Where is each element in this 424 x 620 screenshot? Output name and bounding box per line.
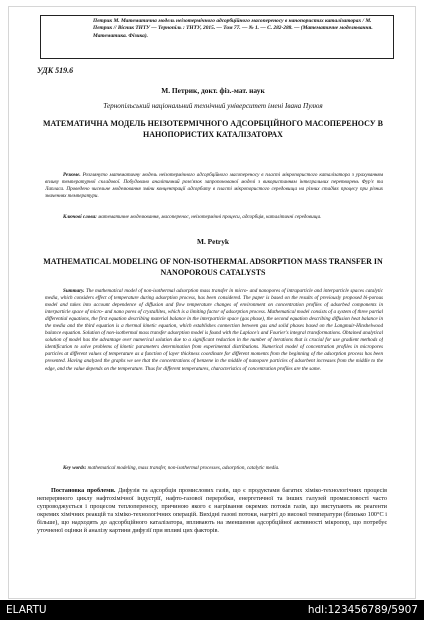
author-ua: М. Петрик, докт. фіз.-мат. наук bbox=[161, 86, 265, 95]
footer-left-label: ELARTU bbox=[6, 604, 47, 616]
keywords-ua bbox=[45, 214, 383, 229]
paper-page bbox=[8, 6, 416, 599]
body-text: Дифузія та адсорбція промислових газів, що є продуктами багатих хіміко-технологічних процесів неперервного циклу нафтохімічної індустрії, нафто-газової переробки, енергетичної та інших галузей промисловості часто супроводжується і процесом теплопереносу, причиною якого є нагрівання окремих потоків газів, що виступають як реагенти окремих хімічних реакцій та хіміко-технологічних операцій. Вихідні газові потоки, нагріті до високої температури (близько 100°С і більше), що надходять до адсорбційного каталізатора, впливають на зменшення адсорбційної активності мікропор, що потребує уточненої оцінки й аналізу картини дифузії при впливі цих факторів. bbox=[37, 487, 387, 535]
abstract-ua bbox=[45, 172, 383, 207]
repository-footer bbox=[0, 600, 424, 620]
title-ua: МАТЕМАТИЧНА МОДЕЛЬ НЕІЗОТЕРМІЧНОГО АДСОРБЦІЙНОГО МАСОПЕРЕНОСУ В НАНОПОРИСТИХ КАТАЛІЗАТОРАХ bbox=[42, 119, 384, 139]
udk-code: УДК 519.6 bbox=[37, 66, 74, 75]
citation-text: Петрик М. Математична модель неізотермічного адсорбційного масопереносу в нанопористих каталізаторах / М. Петрик // Вісник ТНТУ — Тернопіль : ТНТУ, 2015. — Том 77. — № 1. — С. 282-288. — (Математичне моделювання. Математика. Фізика). bbox=[93, 18, 373, 39]
keywords-en-label: Key words: bbox=[63, 465, 87, 471]
summary-en bbox=[45, 288, 383, 465]
footer-handle: hdl:123456789/5907 bbox=[307, 604, 418, 616]
body-lead: Постановка проблеми. bbox=[51, 487, 116, 494]
author-en: M. Petryk bbox=[196, 237, 229, 246]
summary-en-label: Summary. bbox=[63, 288, 85, 294]
body-paragraph bbox=[37, 487, 387, 587]
abstract-ua-label: Резюме. bbox=[63, 172, 81, 178]
abstract-ua-text: Розглянуто математичну модель неізотермічного адсорбційного масопереносу в пласті мікропористого каталізатора з урахуванням впливу температурної складової. Побудовано аналітичний розв'язок запропонованої моделі з використанням інтегральних перетворень Фур'є та Лапласа. Проведено чисельне моделювання зміни концентрації адсорбату в пласті мікропористого середовища на різних стадіях процесу при різних значеннях температури. bbox=[45, 172, 383, 200]
title-en: MATHEMATICAL MODELING OF NON-ISOTHERMAL ADSORPTION MASS TRANSFER IN NANOPOROUS CATALYSTS bbox=[43, 257, 383, 277]
keywords-en bbox=[45, 465, 383, 479]
keywords-ua-label: Ключові слова: bbox=[63, 214, 97, 220]
citation-box bbox=[40, 15, 394, 59]
summary-en-text: The mathematical model of non-isothermal adsorption mass transfer in micro- and nanopores of intraparticle and interparticle spaces catalytic media, which considers effect of temperature during adsorption process, has been considered. The paper is based on the results of previously proposed bi-porous model and takes into account dependence of diffusion and flow temperature changes of environment on concentration profiles of adsorbed components in interparticle space of micro- and nano pores of crystallites, which is a limiting factor of adsorption process. Mathematical model consists of a system of three partial differential equations, the first equation describing material balance in the interparticle space (gas phase), the second equation describing diffusion heat balance in the media and the third equation is a thermal kinetic equation, which establishes connection between gas and solid phases based on the Langmuir-Hinshelwood balance equation. Solution of non-isothermal mass transfer adsorption model is found with the Laplace's and Fourier's integral transformations. Obtained analytical solution of model has the advantage over numerical solution due to a significant reduction in the number of iterations that is crucial for use gradient methods of identification to solve problems of kinetic parameters determination from experimental distributions. Numerical model of concentration profiles in micropores particles at different values of temperature as a function of layer thickness coordinate for different moments from the beginning of the adsorption process has been presented. Having analyzed the graphs we see that the concentrations of benzene in the middle of nanopore particles of adsorbent increases from the middle to the edge, and the value depends on the temperature. Thus for different temperatures, characteristics of concentration profiles are the same. bbox=[45, 288, 383, 372]
keywords-ua-text: математичне моделювання, масоперенос, неізотермічні процеси, адсорбція, каталітичні середовища. bbox=[98, 214, 322, 220]
affiliation: Тернопільський національний технічний університет імені Івана Пулюя bbox=[103, 102, 323, 110]
keywords-en-text: mathematical modeling, mass transfer, non-isothermal processes, adsorption, catalytic media. bbox=[87, 465, 280, 471]
